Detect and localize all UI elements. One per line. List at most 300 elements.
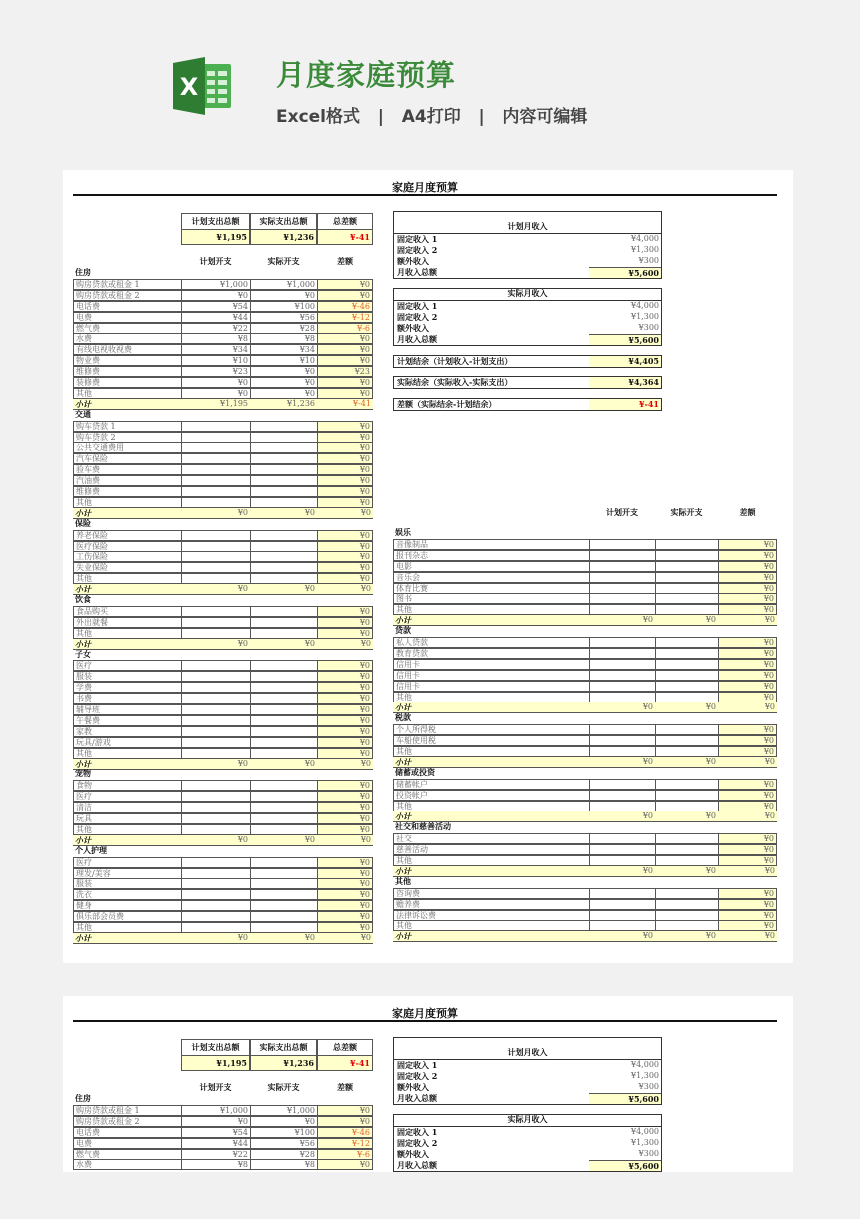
income-label: 月收入总额 [397,1092,437,1103]
item-actual[interactable] [250,486,318,497]
item-planned[interactable] [181,813,251,824]
income-value[interactable]: ¥300 [638,255,659,265]
subtotal-label: 小计 [75,834,91,845]
item-diff: ¥0 [317,442,373,453]
item-actual[interactable] [250,530,318,541]
item-label: 购房贷款或租金 2 [73,1116,182,1127]
item-planned[interactable]: ¥0 [181,1116,251,1127]
item-actual[interactable] [250,617,318,628]
item-label: 服装 [73,878,182,889]
item-planned[interactable] [181,628,251,639]
item-actual[interactable] [250,813,318,824]
item-planned[interactable] [181,726,251,737]
section-title: 储蓄或投资 [395,767,435,777]
item-planned[interactable]: ¥22 [181,1149,251,1160]
summary-value[interactable]: ¥1,195 [181,229,250,245]
item-diff: ¥-46 [317,1127,373,1138]
item-planned[interactable]: ¥0 [181,377,251,388]
item-diff: ¥-6 [317,323,373,334]
item-planned[interactable] [589,572,656,583]
item-actual[interactable]: ¥28 [250,323,318,334]
item-planned[interactable] [181,617,251,628]
subtotal-actual: ¥0 [705,865,716,875]
income-label: 固定收入 1 [397,1060,438,1070]
income-value[interactable]: ¥1,300 [631,1137,659,1147]
item-diff: ¥0 [718,572,777,583]
item-actual[interactable] [250,551,318,562]
item-label: 电费 [73,1138,182,1149]
income-value[interactable]: ¥300 [638,1148,659,1158]
excel-logo-icon [171,55,233,117]
subtotal-actual: ¥0 [705,756,716,766]
item-label: 私人贷款 [393,637,590,648]
item-actual[interactable] [250,442,318,453]
item-planned[interactable] [589,746,656,757]
item-label: 教育贷款 [393,648,590,659]
item-actual[interactable] [655,724,719,735]
item-actual[interactable]: ¥1,000 [250,1105,318,1116]
item-planned[interactable]: ¥0 [181,388,251,399]
item-planned[interactable] [181,682,251,693]
item-planned[interactable] [589,899,656,910]
item-diff: ¥0 [718,899,777,910]
item-label: 医疗 [73,660,182,671]
item-planned[interactable] [181,486,251,497]
item-planned[interactable] [589,888,656,899]
subtotal-diff: ¥0 [764,702,775,712]
item-planned[interactable]: ¥22 [181,323,251,334]
subtotal-diff: ¥0 [360,638,371,648]
income-value[interactable]: ¥300 [638,1081,659,1091]
item-diff: ¥0 [317,562,373,573]
item-actual[interactable]: ¥100 [250,301,318,312]
item-actual[interactable] [250,715,318,726]
item-planned[interactable] [589,855,656,866]
item-actual[interactable] [655,899,719,910]
item-planned[interactable] [589,561,656,572]
item-label: 其他 [73,628,182,639]
item-actual[interactable] [250,573,318,584]
item-planned[interactable] [589,724,656,735]
item-planned[interactable] [589,790,656,801]
item-label: 电话费 [73,1127,182,1138]
item-label: 失业保险 [73,562,182,573]
item-actual[interactable] [655,572,719,583]
summary-header: 实际支出总额 [250,213,317,230]
item-label: 其他 [393,920,590,931]
title-underline [73,1020,777,1022]
item-diff: ¥0 [718,561,777,572]
item-actual[interactable] [250,475,318,486]
item-actual[interactable]: ¥1,000 [250,279,318,290]
income-value[interactable]: ¥300 [638,322,659,332]
column-header-actual: 实际开支 [670,508,703,517]
subtotal-diff: ¥0 [360,932,371,942]
item-actual[interactable] [655,779,719,790]
title-underline [73,194,777,196]
item-planned[interactable] [181,693,251,704]
item-actual[interactable] [250,453,318,464]
item-actual[interactable] [250,878,318,889]
item-planned[interactable] [181,802,251,813]
item-planned[interactable] [181,922,251,933]
item-actual[interactable] [655,604,719,615]
item-actual[interactable] [250,748,318,759]
item-actual[interactable] [250,737,318,748]
subtotal-actual: ¥1,236 [287,398,315,408]
item-actual[interactable] [655,735,719,746]
item-planned[interactable] [181,432,251,443]
item-actual[interactable]: ¥0 [250,377,318,388]
item-planned[interactable] [589,735,656,746]
item-planned[interactable]: ¥1,000 [181,1105,251,1116]
item-actual[interactable] [655,855,719,866]
item-diff: ¥0 [718,724,777,735]
subtotal-planned: ¥0 [642,756,653,766]
item-planned[interactable] [589,659,656,670]
subtotal-label: 小计 [395,865,411,876]
item-planned[interactable] [181,475,251,486]
item-actual[interactable]: ¥56 [250,1138,318,1149]
item-label: 家教 [73,726,182,737]
item-label: 购车贷款 2 [73,432,182,443]
item-actual[interactable] [655,670,719,681]
item-actual[interactable] [250,802,318,813]
item-planned[interactable] [589,539,656,550]
summary-value[interactable]: ¥-41 [317,1055,373,1071]
item-planned[interactable] [589,910,656,921]
item-diff: ¥0 [718,920,777,931]
item-actual[interactable] [655,583,719,594]
item-planned[interactable]: ¥23 [181,366,251,377]
item-label: 食物 [73,780,182,791]
income-value[interactable]: ¥1,300 [631,1070,659,1080]
item-planned[interactable] [589,779,656,790]
item-diff: ¥0 [317,748,373,759]
income-value[interactable]: ¥1,300 [631,311,659,321]
subtotal-actual: ¥0 [304,758,315,768]
item-actual[interactable]: ¥0 [250,366,318,377]
item-planned[interactable] [181,704,251,715]
item-diff: ¥0 [317,780,373,791]
item-actual[interactable] [655,844,719,855]
subtotal-diff: ¥0 [360,507,371,517]
item-diff: ¥0 [317,497,373,508]
item-label: 咨询费 [393,888,590,899]
item-actual[interactable] [250,693,318,704]
item-actual[interactable] [250,660,318,671]
item-actual[interactable]: ¥8 [250,333,318,344]
item-planned[interactable] [589,833,656,844]
income-value[interactable]: ¥4,000 [631,234,659,243]
balance-value[interactable]: ¥4,364 [589,377,661,388]
actual-income-box-title: 实际月收入 [393,289,662,301]
summary-header: 计划支出总额 [181,1039,250,1056]
item-planned[interactable] [181,421,251,432]
subtotal-planned: ¥0 [237,932,248,942]
income-value[interactable]: ¥1,300 [631,244,659,254]
item-diff: ¥0 [317,573,373,584]
item-planned[interactable] [589,920,656,931]
item-actual[interactable] [655,746,719,757]
item-actual[interactable] [250,824,318,835]
item-planned[interactable] [181,671,251,682]
subtotal-label: 小计 [395,615,411,626]
subtotal-actual: ¥0 [304,507,315,517]
column-header-diff: 差额 [337,257,353,266]
subtotal-planned: ¥0 [642,931,653,941]
item-diff: ¥0 [317,791,373,802]
item-diff: ¥0 [317,889,373,900]
subtotal-actual: ¥0 [705,702,716,712]
item-diff: ¥0 [317,693,373,704]
item-actual[interactable] [250,911,318,922]
item-label: 汽油费 [73,475,182,486]
item-label: 有线电视收视费 [73,344,182,355]
item-label: 水费 [73,333,182,344]
item-actual[interactable] [655,637,719,648]
item-planned[interactable] [181,660,251,671]
item-actual[interactable] [655,920,719,931]
item-diff: ¥0 [718,659,777,670]
item-label: 汽车保险 [73,453,182,464]
item-label: 其他 [393,855,590,866]
item-label: 其他 [393,801,590,812]
item-actual[interactable] [250,868,318,879]
item-diff: ¥0 [718,855,777,866]
item-diff: ¥0 [317,377,373,388]
subtotal-actual: ¥0 [304,638,315,648]
item-planned[interactable] [589,692,656,703]
item-planned[interactable] [181,878,251,889]
item-diff: ¥0 [718,539,777,550]
item-diff: ¥0 [718,746,777,757]
item-actual[interactable] [655,681,719,692]
item-planned[interactable] [181,715,251,726]
item-planned[interactable]: ¥10 [181,355,251,366]
income-value[interactable]: ¥5,600 [589,334,661,345]
item-planned[interactable] [181,551,251,562]
item-actual[interactable] [655,888,719,899]
income-value[interactable]: ¥4,000 [631,1127,659,1136]
section-title: 税款 [395,713,411,723]
sheet-title: 家庭月度预算 [392,1007,458,1020]
item-planned[interactable] [589,801,656,812]
item-diff: ¥0 [317,475,373,486]
item-label: 车船使用税 [393,735,590,746]
column-header-actual: 实际开支 [267,257,300,266]
balance-value[interactable]: ¥4,405 [589,356,661,367]
item-planned[interactable]: ¥8 [181,333,251,344]
item-actual[interactable] [655,593,719,604]
item-planned[interactable] [589,550,656,561]
item-actual[interactable]: ¥0 [250,388,318,399]
item-planned[interactable] [589,844,656,855]
income-value[interactable]: ¥5,600 [589,1093,661,1104]
item-planned[interactable]: ¥0 [181,290,251,301]
income-value[interactable]: ¥4,000 [631,301,659,310]
item-diff: ¥0 [718,801,777,812]
item-planned[interactable]: ¥44 [181,1138,251,1149]
item-actual[interactable]: ¥100 [250,1127,318,1138]
income-label: 固定收入 2 [397,1137,438,1148]
item-label: 医疗 [73,857,182,868]
balance-label: 实际结余（实际收入-实际支出） [397,377,513,387]
income-label: 固定收入 2 [397,1070,438,1081]
item-planned[interactable] [181,748,251,759]
section-title: 交通 [75,409,91,419]
item-actual[interactable] [250,922,318,933]
item-planned[interactable] [589,583,656,594]
item-planned[interactable] [589,593,656,604]
item-planned[interactable] [181,453,251,464]
income-label: 固定收入 1 [397,234,438,244]
item-actual[interactable] [250,464,318,475]
item-planned[interactable] [589,670,656,681]
item-actual[interactable] [250,671,318,682]
item-actual[interactable] [655,833,719,844]
item-diff: ¥0 [718,583,777,594]
section-title: 保险 [75,518,91,528]
income-value[interactable]: ¥4,000 [631,1060,659,1069]
item-label: 书费 [73,693,182,704]
item-actual[interactable]: ¥10 [250,355,318,366]
summary-value[interactable]: ¥-41 [317,229,373,245]
item-actual[interactable]: ¥0 [250,1116,318,1127]
item-planned[interactable] [181,900,251,911]
summary-value[interactable]: ¥1,195 [181,1055,250,1071]
item-planned[interactable] [181,857,251,868]
item-diff: ¥0 [317,900,373,911]
item-planned[interactable] [181,541,251,552]
item-actual[interactable] [250,889,318,900]
item-planned[interactable]: ¥1,000 [181,279,251,290]
item-label: 其他 [73,497,182,508]
subtotal-diff: ¥0 [360,758,371,768]
item-planned[interactable] [181,530,251,541]
item-label: 食品购买 [73,606,182,617]
item-actual[interactable] [655,659,719,670]
item-diff: ¥0 [317,813,373,824]
item-diff: ¥0 [317,344,373,355]
subtotal-diff: ¥0 [764,756,775,766]
section-title: 个人护理 [75,845,107,855]
item-diff: ¥0 [317,617,373,628]
item-planned[interactable] [181,824,251,835]
item-planned[interactable] [181,606,251,617]
item-actual[interactable] [655,801,719,812]
item-actual[interactable] [655,539,719,550]
item-actual[interactable]: ¥0 [250,290,318,301]
item-actual[interactable]: ¥56 [250,312,318,323]
item-planned[interactable] [181,911,251,922]
summary-value[interactable]: ¥1,236 [250,1055,317,1071]
item-actual[interactable] [250,541,318,552]
item-label: 其他 [393,604,590,615]
page-title: 月度家庭预算 [276,58,457,92]
item-planned[interactable] [589,604,656,615]
item-planned[interactable]: ¥8 [181,1159,251,1170]
item-planned[interactable] [181,464,251,475]
item-planned[interactable] [181,791,251,802]
item-actual[interactable] [250,628,318,639]
subtotal-diff: ¥0 [360,584,371,594]
item-actual[interactable]: ¥34 [250,344,318,355]
item-diff: ¥-46 [317,301,373,312]
item-actual[interactable] [250,562,318,573]
item-label: 其他 [393,746,590,757]
item-actual[interactable] [250,432,318,443]
item-planned[interactable]: ¥34 [181,344,251,355]
item-planned[interactable] [181,573,251,584]
item-actual[interactable]: ¥8 [250,1159,318,1170]
item-actual[interactable] [655,910,719,921]
item-actual[interactable] [655,790,719,801]
item-planned[interactable] [181,442,251,453]
item-planned[interactable] [181,780,251,791]
item-planned[interactable] [589,681,656,692]
balance-value[interactable]: ¥-41 [589,399,661,410]
item-actual[interactable] [655,561,719,572]
item-diff: ¥0 [317,715,373,726]
item-label: 工伤保险 [73,551,182,562]
item-actual[interactable] [250,791,318,802]
income-label: 固定收入 2 [397,244,438,255]
item-planned[interactable] [181,868,251,879]
item-actual[interactable] [250,421,318,432]
item-actual[interactable] [250,704,318,715]
item-planned[interactable] [181,497,251,508]
item-actual[interactable] [250,857,318,868]
item-diff: ¥0 [317,628,373,639]
item-planned[interactable]: ¥44 [181,312,251,323]
item-planned[interactable] [181,562,251,573]
item-label: 维修费 [73,486,182,497]
item-actual[interactable] [250,682,318,693]
income-label: 固定收入 1 [397,301,438,311]
item-planned[interactable]: ¥54 [181,1127,251,1138]
item-planned[interactable]: ¥54 [181,301,251,312]
item-actual[interactable] [250,606,318,617]
subtotal-planned: ¥1,195 [220,398,248,408]
item-planned[interactable] [181,889,251,900]
item-actual[interactable] [655,648,719,659]
subtotal-actual: ¥0 [705,615,716,625]
item-actual[interactable] [250,900,318,911]
item-actual[interactable] [250,780,318,791]
item-diff: ¥0 [718,593,777,604]
item-label: 水费 [73,1159,182,1170]
item-planned[interactable] [589,637,656,648]
item-actual[interactable] [250,726,318,737]
item-actual[interactable] [655,692,719,703]
item-planned[interactable] [589,648,656,659]
budget-sheet-page-2 [63,996,793,1172]
item-actual[interactable] [655,550,719,561]
item-label: 音乐会 [393,572,590,583]
item-diff: ¥0 [317,726,373,737]
item-actual[interactable] [250,497,318,508]
column-header-planned: 计划开支 [199,257,232,266]
income-value[interactable]: ¥5,600 [589,267,661,278]
item-label: 理发/美容 [73,868,182,879]
item-actual[interactable]: ¥28 [250,1149,318,1160]
summary-value[interactable]: ¥1,236 [250,229,317,245]
item-label: 玩具 [73,813,182,824]
sheet-title: 家庭月度预算 [392,181,458,194]
item-planned[interactable] [181,737,251,748]
income-value[interactable]: ¥5,600 [589,1160,661,1171]
